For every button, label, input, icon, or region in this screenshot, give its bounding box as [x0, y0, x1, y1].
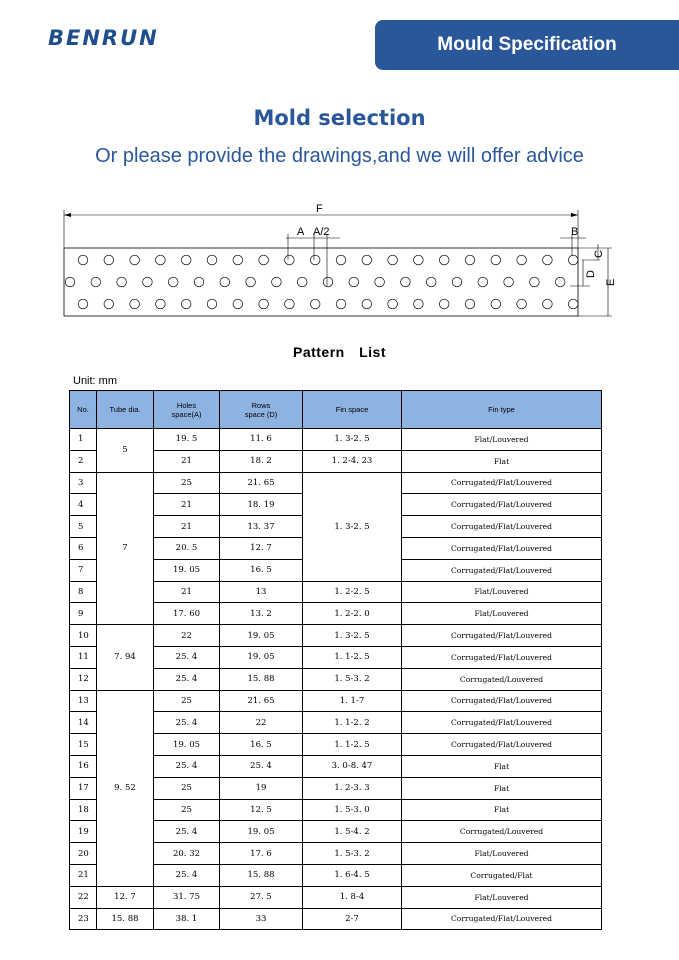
tube-hole — [426, 277, 436, 287]
header-fin-space: Fin space — [303, 391, 402, 429]
tube-hole — [388, 255, 398, 265]
cell-no: 1 — [70, 429, 97, 451]
tube-hole — [207, 255, 217, 265]
dim-label-e: E — [605, 278, 617, 286]
cell-holes-space: 25 — [154, 777, 220, 799]
dim-label-d: D — [585, 270, 597, 278]
cell-holes-space: 19. 05 — [154, 559, 220, 581]
cell-tube-dia: 7 — [97, 472, 154, 625]
tube-hole — [259, 299, 269, 309]
tube-hole — [156, 255, 166, 265]
cell-holes-space: 17. 60 — [154, 603, 220, 625]
header-holes-line1: Holes — [176, 400, 197, 410]
cell-no: 10 — [70, 625, 97, 647]
cell-holes-space: 19. 05 — [154, 734, 220, 756]
tube-hole — [285, 299, 295, 309]
cell-rows-space: 17. 6 — [220, 843, 303, 865]
tube-hole — [233, 299, 243, 309]
cell-rows-space: 27. 5 — [220, 886, 303, 908]
page-title: Mold selection — [253, 106, 426, 130]
cell-rows-space: 19. 05 — [220, 625, 303, 647]
table-row — [70, 625, 602, 647]
cell-fin-type: Flat — [402, 755, 602, 777]
tube-hole — [91, 277, 101, 287]
header-tube-dia: Tube dia. — [97, 391, 154, 429]
tube-hole — [207, 299, 217, 309]
cell-rows-space: 13. 37 — [220, 516, 303, 538]
cell-no: 23 — [70, 908, 97, 930]
cell-holes-space: 31. 75 — [154, 886, 220, 908]
tube-hole — [117, 277, 127, 287]
cell-tube-dia: 9. 52 — [97, 690, 154, 886]
cell-holes-space: 38. 1 — [154, 908, 220, 930]
tube-hole — [272, 277, 282, 287]
tube-hole — [246, 277, 256, 287]
cell-no: 14 — [70, 712, 97, 734]
cell-rows-space: 13 — [220, 581, 303, 603]
cell-holes-space: 25 — [154, 472, 220, 494]
company-logo: BENRUN — [48, 26, 159, 50]
tube-hole — [310, 255, 320, 265]
cell-rows-space: 16. 5 — [220, 559, 303, 581]
cell-rows-space: 33 — [220, 908, 303, 930]
table-row — [70, 886, 602, 908]
cell-no: 21 — [70, 864, 97, 886]
tube-hole — [336, 299, 346, 309]
cell-fin-space: 1. 5-3. 2 — [303, 668, 402, 690]
fin-hole-pattern-diagram — [0, 198, 679, 323]
cell-fin-type: Flat — [402, 450, 602, 472]
tube-hole — [65, 277, 75, 287]
cell-fin-space: 1. 5-3. 0 — [303, 799, 402, 821]
cell-no: 9 — [70, 603, 97, 625]
tube-hole — [362, 255, 372, 265]
tube-hole — [401, 277, 411, 287]
tube-hole — [388, 299, 398, 309]
cell-fin-type: Corrugated/Flat/Louvered — [402, 646, 602, 668]
cell-fin-space: 1. 1-7 — [303, 690, 402, 712]
cell-holes-space: 21 — [154, 494, 220, 516]
tube-hole — [168, 277, 178, 287]
cell-fin-type: Corrugated/Flat/Louvered — [402, 712, 602, 734]
cell-no: 8 — [70, 581, 97, 603]
cell-fin-type: Flat — [402, 777, 602, 799]
cell-rows-space: 19 — [220, 777, 303, 799]
tube-hole — [543, 255, 553, 265]
cell-holes-space: 21 — [154, 516, 220, 538]
tube-hole — [517, 255, 527, 265]
cell-rows-space: 19. 05 — [220, 821, 303, 843]
header-rows-space — [220, 391, 303, 429]
cell-fin-space: 1. 3-2. 5 — [303, 625, 402, 647]
tube-hole — [130, 255, 140, 265]
header-rows-line2: space (D) — [244, 409, 278, 419]
cell-holes-space: 25. 4 — [154, 864, 220, 886]
table-row — [70, 908, 602, 930]
cell-fin-space: 1. 1-2. 5 — [303, 734, 402, 756]
cell-fin-space: 2-7 — [303, 908, 402, 930]
cell-rows-space: 18. 2 — [220, 450, 303, 472]
cell-no: 20 — [70, 843, 97, 865]
cell-no: 11 — [70, 646, 97, 668]
cell-fin-space: 3. 0-8. 47 — [303, 755, 402, 777]
cell-fin-type: Corrugated/Flat/Louvered — [402, 690, 602, 712]
tube-hole — [130, 299, 140, 309]
cell-no: 19 — [70, 821, 97, 843]
cell-no: 22 — [70, 886, 97, 908]
tube-hole — [78, 299, 88, 309]
cell-fin-space: 1. 6-4. 5 — [303, 864, 402, 886]
cell-holes-space: 22 — [154, 625, 220, 647]
cell-no: 16 — [70, 755, 97, 777]
cell-holes-space: 19. 5 — [154, 429, 220, 451]
cell-no: 17 — [70, 777, 97, 799]
cell-holes-space: 20. 32 — [154, 843, 220, 865]
cell-fin-type: Corrugated/Flat/Louvered — [402, 494, 602, 516]
tube-hole — [375, 277, 385, 287]
cell-fin-type: Flat/Louvered — [402, 429, 602, 451]
tube-hole — [452, 277, 462, 287]
cell-no: 3 — [70, 472, 97, 494]
cell-fin-type: Flat/Louvered — [402, 603, 602, 625]
page-subtitle: Or please provide the drawings,and we will offer advice — [95, 145, 584, 167]
cell-no: 7 — [70, 559, 97, 581]
cell-holes-space: 25. 4 — [154, 712, 220, 734]
cell-fin-type: Corrugated/Flat/Louvered — [402, 908, 602, 930]
cell-rows-space: 12. 5 — [220, 799, 303, 821]
tube-hole — [259, 255, 269, 265]
cell-holes-space: 25 — [154, 690, 220, 712]
tube-hole — [517, 299, 527, 309]
header-no: No. — [70, 391, 97, 429]
tube-hole — [362, 299, 372, 309]
table-header-row — [70, 391, 602, 429]
header-fin-type: Fin type — [402, 391, 602, 429]
cell-holes-space: 21 — [154, 450, 220, 472]
cell-fin-space: 1. 1-2. 2 — [303, 712, 402, 734]
cell-fin-type: Corrugated/Flat/Louvered — [402, 516, 602, 538]
tube-hole — [568, 255, 578, 265]
pattern-list-title: Pattern List — [292, 344, 386, 360]
cell-holes-space: 25. 4 — [154, 821, 220, 843]
cell-fin-type: Corrugated/Flat/Louvered — [402, 559, 602, 581]
tube-hole — [323, 277, 333, 287]
tube-hole — [414, 299, 424, 309]
cell-no: 12 — [70, 668, 97, 690]
table-row — [70, 429, 602, 451]
cell-fin-space: 1. 1-2. 5 — [303, 646, 402, 668]
table-row — [70, 472, 602, 494]
cell-rows-space: 25. 4 — [220, 755, 303, 777]
cell-tube-dia: 12. 7 — [97, 886, 154, 908]
tube-hole — [78, 255, 88, 265]
cell-no: 4 — [70, 494, 97, 516]
cell-fin-space: 1. 5-3. 2 — [303, 843, 402, 865]
cell-no: 2 — [70, 450, 97, 472]
tube-hole — [555, 277, 565, 287]
dim-label-a: A — [297, 226, 305, 238]
cell-no: 18 — [70, 799, 97, 821]
cell-tube-dia: 7. 94 — [97, 625, 154, 690]
cell-no: 5 — [70, 516, 97, 538]
cell-fin-type: Corrugated/Flat/Louvered — [402, 625, 602, 647]
tube-hole — [336, 255, 346, 265]
cell-holes-space: 25 — [154, 799, 220, 821]
cell-fin-type: Flat/Louvered — [402, 843, 602, 865]
tube-hole — [285, 255, 295, 265]
cell-rows-space: 16. 5 — [220, 734, 303, 756]
tube-hole — [104, 255, 114, 265]
cell-rows-space: 21. 65 — [220, 472, 303, 494]
cell-rows-space: 11. 6 — [220, 429, 303, 451]
header-rows-line1: Rows — [251, 400, 271, 410]
tube-hole — [414, 255, 424, 265]
tube-hole — [491, 255, 501, 265]
cell-fin-space: 1. 5-4. 2 — [303, 821, 402, 843]
tube-hole — [543, 299, 553, 309]
tube-hole — [530, 277, 540, 287]
tube-hole — [233, 255, 243, 265]
cell-rows-space: 15. 88 — [220, 864, 303, 886]
tube-hole — [181, 255, 191, 265]
cell-rows-space: 18. 19 — [220, 494, 303, 516]
tube-hole — [349, 277, 359, 287]
cell-fin-type: Flat/Louvered — [402, 581, 602, 603]
cell-rows-space: 12. 7 — [220, 537, 303, 559]
header-holes-line2: space(A) — [171, 409, 202, 419]
tube-hole — [297, 277, 307, 287]
cell-fin-type: Flat/Louvered — [402, 886, 602, 908]
tube-hole — [465, 255, 475, 265]
cell-holes-space: 21 — [154, 581, 220, 603]
tube-hole — [504, 277, 514, 287]
cell-tube-dia: 5 — [97, 429, 154, 473]
dim-label-f: F — [316, 203, 323, 215]
cell-rows-space: 15. 88 — [220, 668, 303, 690]
cell-rows-space: 13. 2 — [220, 603, 303, 625]
cell-fin-space: 1. 2-2. 5 — [303, 581, 402, 603]
tube-hole — [568, 299, 578, 309]
cell-holes-space: 25. 4 — [154, 646, 220, 668]
unit-label: Unit: mm — [73, 375, 117, 387]
cell-tube-dia: 15. 88 — [97, 908, 154, 930]
table-body — [70, 429, 602, 930]
tube-hole — [465, 299, 475, 309]
tube-hole — [220, 277, 230, 287]
cell-fin-space: 1. 2-4. 23 — [303, 450, 402, 472]
cell-no: 13 — [70, 690, 97, 712]
tube-hole — [143, 277, 153, 287]
cell-fin-space: 1. 2-2. 0 — [303, 603, 402, 625]
cell-rows-space: 21. 65 — [220, 690, 303, 712]
cell-fin-space: 1. 2-3. 3 — [303, 777, 402, 799]
tube-hole — [310, 299, 320, 309]
cell-fin-type: Corrugated/Louvered — [402, 821, 602, 843]
cell-holes-space: 20. 5 — [154, 537, 220, 559]
cell-fin-space: 1. 8-4 — [303, 886, 402, 908]
dim-label-b: B — [571, 226, 579, 238]
tube-hole — [156, 299, 166, 309]
tube-hole — [491, 299, 501, 309]
table-row — [70, 690, 602, 712]
tube-hole — [439, 255, 449, 265]
cell-fin-type: Corrugated/Flat/Louvered — [402, 472, 602, 494]
dim-label-c: C — [593, 250, 605, 258]
cell-fin-type: Corrugated/Flat — [402, 864, 602, 886]
cell-rows-space: 22 — [220, 712, 303, 734]
tube-hole — [104, 299, 114, 309]
tube-hole — [439, 299, 449, 309]
cell-fin-space: 1. 3-2. 5 — [303, 472, 402, 581]
cell-holes-space: 25. 4 — [154, 755, 220, 777]
tube-hole — [478, 277, 488, 287]
cell-fin-type: Flat — [402, 799, 602, 821]
cell-fin-space: 1. 3-2. 5 — [303, 429, 402, 451]
tube-hole — [181, 299, 191, 309]
tube-hole — [194, 277, 204, 287]
pattern-table — [69, 390, 602, 930]
hole-grid — [65, 255, 578, 309]
cell-holes-space: 25. 4 — [154, 668, 220, 690]
page-banner: Mould Specification — [375, 20, 679, 70]
cell-rows-space: 19. 05 — [220, 646, 303, 668]
cell-fin-type: Corrugated/Flat/Louvered — [402, 537, 602, 559]
cell-no: 6 — [70, 537, 97, 559]
cell-fin-type: Corrugated/Louvered — [402, 668, 602, 690]
header-holes-space — [154, 391, 220, 429]
dim-label-a-half: A/2 — [313, 226, 330, 238]
cell-fin-type: Corrugated/Flat/Louvered — [402, 734, 602, 756]
cell-no: 15 — [70, 734, 97, 756]
